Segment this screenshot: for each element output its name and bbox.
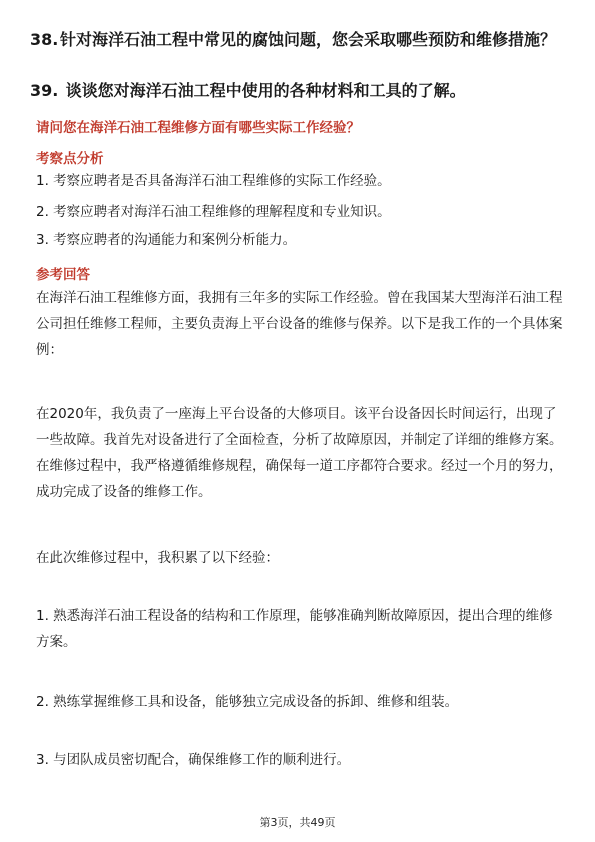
answer-heading: 参考回答 — [36, 267, 90, 283]
question-text: 谈谈您对海洋石油工程中使用的各种材料和工具的了解。 — [65, 81, 466, 100]
question-38 — [30, 28, 570, 51]
interview-question: 请问您在海洋石油工程维修方面有哪些实际工作经验？ — [36, 120, 360, 136]
analysis-item: 2. 考察应聘者对海洋石油工程维修的理解程度和专业知识。 — [36, 204, 391, 220]
question-39 — [30, 79, 570, 102]
analysis-item: 1. 考察应聘者是否具备海洋石油工程维修的实际工作经验。 — [36, 173, 391, 189]
answer-paragraph: 1. 熟悉海洋石油工程设备的结构和工作原理，能够准确判断故障原因，提出合理的维修方案。 — [36, 608, 553, 650]
question-number: 39. — [30, 81, 59, 100]
analysis-item: 3. 考察应聘者的沟通能力和案例分析能力。 — [36, 232, 297, 248]
answer-paragraph: 在海洋石油工程维修方面，我拥有三年多的实际工作经验。曾在我国某大型海洋石油工程公司担任维修工程师，主要负责海上平台设备的维修与保养。以下是我工作的一个具体案例： — [36, 290, 563, 358]
analysis-heading: 考察点分析 — [36, 151, 104, 167]
answer-paragraph: 在此次维修过程中，我积累了以下经验： — [36, 550, 279, 566]
question-number: 38. — [30, 30, 59, 49]
answer-paragraph: 2. 熟练掌握维修工具和设备，能够独立完成设备的拆卸、维修和组装。 — [36, 694, 459, 710]
answer-paragraph: 3. 与团队成员密切配合，确保维修工作的顺利进行。 — [36, 752, 351, 768]
page-footer: 第3页，共49页 — [259, 816, 336, 829]
answer-paragraph: 在2020年，我负责了一座海上平台设备的大修项目。该平台设备因长时间运行，出现了一些故障。我首先对设备进行了全面检查，分析了故障原因，并制定了详细的维修方案。在维修过程中，我严格遵循维修规程，确保每一道工序都符合要求。经过一个月的努力，成功完成了设备的维修工作。 — [36, 406, 563, 500]
question-text: 针对海洋石油工程中常见的腐蚀问题，您会采取哪些预防和维修措施？ — [60, 30, 557, 49]
